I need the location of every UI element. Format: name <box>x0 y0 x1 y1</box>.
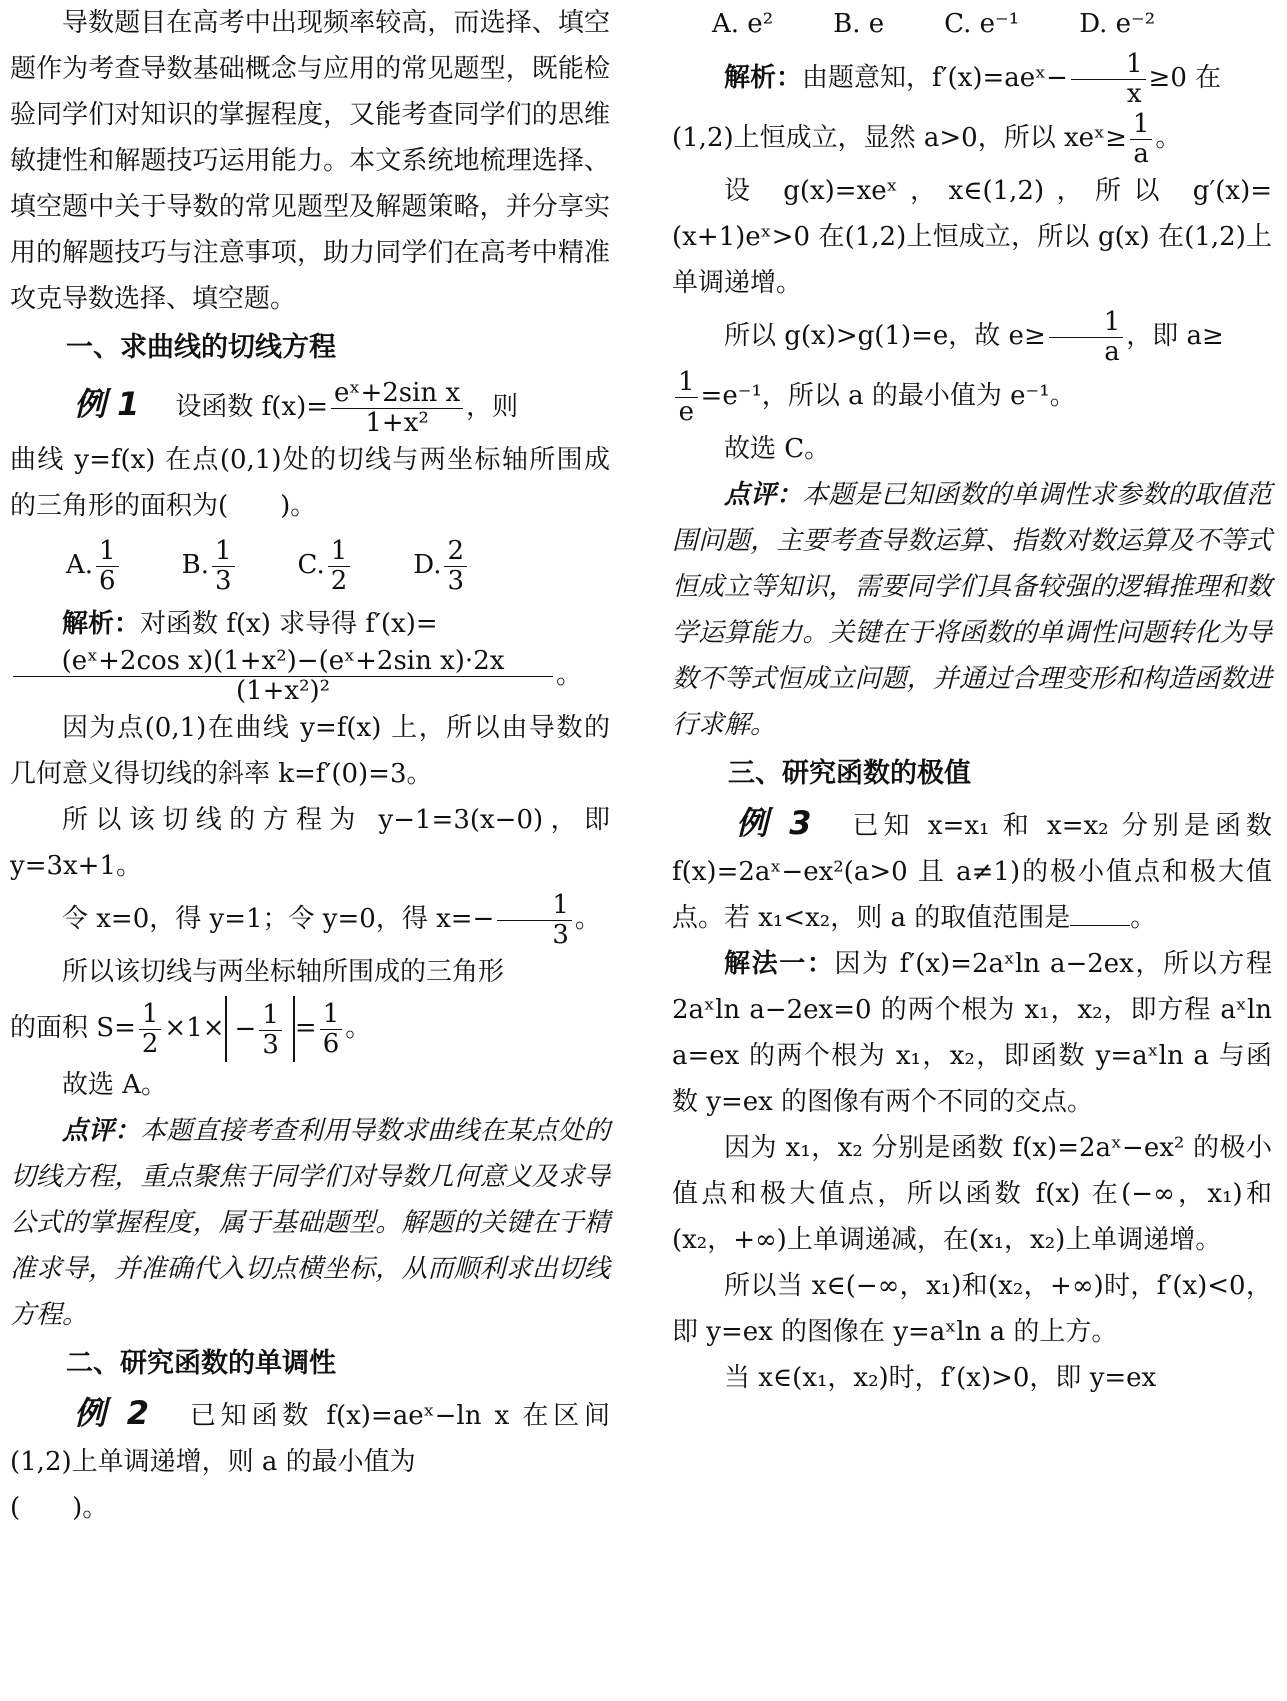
solution-2-post: ≥0 在 <box>1148 63 1222 93</box>
option-a <box>66 529 122 601</box>
g-bound-num: 1 <box>1049 308 1124 338</box>
section-heading-1: 一、求曲线的切线方程 <box>66 332 336 363</box>
solution-1-denominator: (1+x²)² <box>235 675 331 706</box>
solution-2-l2-num: 1 <box>1130 110 1153 140</box>
intercepts-text: 令 x=0，得 y=1；令 y=0，得 x=− <box>62 904 495 935</box>
left-column <box>10 0 610 1531</box>
example-3-statement <box>672 800 1272 941</box>
solution-2-l2-end: 。 <box>1155 123 1182 154</box>
option-2-c: C. e⁻¹ <box>944 9 1020 39</box>
intercepts-num: 1 <box>497 891 572 921</box>
paragraph-min-value <box>672 366 1272 426</box>
option-b <box>182 529 238 601</box>
example-1-denominator: 1+x² <box>365 407 429 438</box>
comment-2 <box>672 472 1272 748</box>
paragraph-area <box>10 995 610 1062</box>
option-b-label: B. <box>181 550 209 581</box>
example-1-options <box>10 529 610 601</box>
option-a-den: 6 <box>99 565 116 596</box>
example-1-label: 例 1 <box>74 385 140 423</box>
example-1-numerator: eˣ+2sin x <box>331 379 463 409</box>
paragraph-increasing: 当 x∈(x₁，x₂)时，f′(x)>0，即 y=ex <box>724 1363 1157 1394</box>
area-f2-den: 3 <box>262 1029 279 1060</box>
section-heading-2: 二、研究函数的单调性 <box>66 1348 336 1380</box>
area-f3-den: 6 <box>322 1028 340 1059</box>
option-d <box>413 529 470 601</box>
right-column <box>672 0 1272 1401</box>
paragraph-extrema: 因为 x₁，x₂ 分别是函数 f(x)=2aˣ−ex² 的极小值点和极大值点，所以函数 f(x) 在(−∞，x₁)和(x₂，+∞)上单调递减，在(x₁，x₂)上单调递增。 <box>672 1133 1272 1256</box>
area-f1-num: 1 <box>139 1000 162 1030</box>
choose-2: 故选 C。 <box>724 434 831 465</box>
comment-1-label: 点评： <box>62 1116 141 1147</box>
min-value-text: =e⁻¹，所以 a 的最小值为 e⁻¹。 <box>700 381 1076 412</box>
solution-2-pre: 由题意知，f′(x)=aeˣ− <box>802 63 1068 93</box>
example-3-end: 。 <box>1130 903 1157 934</box>
paragraph-tangent: 所以该切线的方程为 y−1=3(x−0)，即 y=3x+1。 <box>10 805 610 882</box>
example-1-fraction <box>331 379 463 437</box>
area-f3-num: 1 <box>320 1000 343 1030</box>
option-c-label: C. <box>297 550 325 581</box>
area-minus: − <box>234 1014 257 1045</box>
paragraph-area-intro: 所以该切线与两坐标轴所围成的三角形 <box>62 957 505 988</box>
comment-1-text: 本题直接考查利用导数求曲线在某点处的切线方程，重点聚焦于同学们对导数几何意义及求导公式的掌握程度，属于基础题型。解题的关键在于精准求导，并准确代入切点横坐标，从而顺利求出切线方程。 <box>10 1116 610 1331</box>
intercepts-den: 3 <box>552 919 569 950</box>
example-1-pre: 设函数 f(x)= <box>175 392 329 422</box>
choose-1: 故选 A。 <box>62 1070 168 1101</box>
g-bound-den: a <box>1104 336 1120 367</box>
area-f1-den: 2 <box>141 1028 159 1059</box>
option-a-label: A. <box>66 550 94 581</box>
comment-1 <box>10 1108 610 1338</box>
example-1-text: 曲线 y=f(x) 在点(0,1)处的切线与两坐标轴所围成的三角形的面积为( )。 <box>10 445 610 522</box>
option-2-a: A. e² <box>712 9 774 39</box>
paragraph-slope: 因为点(0,1)在曲线 y=f(x) 上，所以由导数的几何意义得切线的斜率 k=f′(0)=3。 <box>10 713 610 790</box>
intercepts-end: 。 <box>574 904 601 935</box>
example-3-label: 例 3 <box>736 804 812 843</box>
option-d-num: 2 <box>444 537 467 567</box>
solution-1-text: 对函数 f(x) 求导得 f′(x)= <box>140 609 438 640</box>
solution-2-den: x <box>1126 78 1142 109</box>
example-2-options <box>672 0 1272 48</box>
paragraph-g: 设 g(x)=xeˣ，x∈(1,2)，所以 g′(x)=(x+1)eˣ>0 在(1,2)上恒成立，所以 g(x) 在(1,2)上单调递增。 <box>672 176 1272 299</box>
solution-1-derivative <box>10 647 610 705</box>
option-c <box>298 529 354 601</box>
solution-2-line-2 <box>672 108 1272 168</box>
paragraph-intercepts <box>10 889 610 949</box>
area-pre: 的面积 S= <box>10 1013 136 1044</box>
solution-3-text: 因为 f′(x)=2aˣln a−2ex，所以方程 2aˣln a−2ex=0 的两个根为 x₁，x₂，即方程 aˣln a=ex 的两个根为 x₁，x₂，即函数 y=aˣln a 与函数 y=ex 的图像有两个不同的交点。 <box>672 949 1272 1118</box>
solution-3 <box>672 941 1272 1125</box>
solution-3-label: 解法一： <box>724 949 835 980</box>
min-value-den: e <box>678 396 694 427</box>
paragraph-decreasing: 所以当 x∈(−∞，x₁)和(x₂，+∞)时，f′(x)<0，即 y=ex 的图像在 y=aˣln a 的上方。 <box>672 1271 1272 1348</box>
solution-1-intro <box>10 601 610 647</box>
solution-2-l2-pre: (1,2)上恒成立，显然 a>0，所以 xeˣ≥ <box>672 123 1127 154</box>
answer-blank[interactable] <box>1070 905 1130 926</box>
comment-2-label: 点评： <box>724 480 803 511</box>
option-c-den: 2 <box>330 565 348 596</box>
option-a-num: 1 <box>96 537 119 567</box>
g-bound-pre: 所以 g(x)>g(1)=e，故 e≥ <box>724 321 1046 352</box>
comment-2-text: 本题是已知函数的单调性求参数的取值范围问题，主要考查导数运算、指数对数运算及不等式恒成立等知识，需要同学们具备较强的逻辑推理和数学运算能力。关键在于将函数的单调性问题转化为导数不等式恒成立问题，并通过合理变形和构造函数进行求解。 <box>672 480 1272 741</box>
option-b-num: 1 <box>212 537 235 567</box>
option-d-den: 3 <box>447 565 465 596</box>
option-c-num: 1 <box>328 537 351 567</box>
example-2-statement <box>10 1390 610 1485</box>
solution-1-numerator: (eˣ+2cos x)(1+x²)−(eˣ+2sin x)·2x <box>13 647 553 677</box>
area-abs <box>225 996 295 1062</box>
area-f2-num: 1 <box>259 1001 282 1031</box>
solution-2-num: 1 <box>1071 50 1146 80</box>
example-1-statement <box>10 374 610 437</box>
area-eq: = <box>294 1013 317 1044</box>
solution-2-label: 解析： <box>724 63 803 93</box>
option-2-d: D. e⁻² <box>1079 9 1156 39</box>
example-2-label: 例 2 <box>74 1394 150 1433</box>
solution-2-line-1 <box>672 48 1272 108</box>
option-d-label: D. <box>413 550 442 581</box>
example-2-text: 已知函数 f(x)=aeˣ−ln x 在区间(1,2)上单调递增，则 a 的最小值为 <box>10 1401 610 1478</box>
intro-paragraph: 导数题目在高考中出现频率较高，而选择、填空题作为考查导数基础概念与应用的常见题型，既能检验同学们对知识的掌握程度，又能考查同学们的思维敏捷性和解题技巧运用能力。本文系统地梳理选择、填空题中关于导数的常见题型及解题策略，并分享实用的解题技巧与注意事项，助力同学们在高考中精准攻克导数选择、填空题。 <box>10 8 610 314</box>
section-heading-3: 三、研究函数的极值 <box>728 758 971 790</box>
solution-2-l2-den: a <box>1133 138 1149 169</box>
example-2-end: ( )。 <box>10 1493 109 1524</box>
area-end: 。 <box>345 1013 372 1044</box>
g-bound-end: ，即 a≥ <box>1126 321 1224 352</box>
example-1-post: ，则 <box>466 392 519 422</box>
solution-1-label: 解析： <box>62 609 141 640</box>
area-mid: ×1× <box>164 1013 225 1044</box>
solution-1-end: 。 <box>556 660 583 691</box>
min-value-num: 1 <box>675 368 698 398</box>
option-b-den: 3 <box>214 565 232 596</box>
option-2-b: B. e <box>833 9 885 39</box>
example-3-text: 已知 x=x₁ 和 x=x₂ 分别是函数 f(x)=2aˣ−ex²(a>0 且 a≠1)的极小值点和极大值点。若 x₁<x₂，则 a 的取值范围是 <box>672 811 1272 934</box>
paragraph-g-bound <box>672 306 1272 366</box>
